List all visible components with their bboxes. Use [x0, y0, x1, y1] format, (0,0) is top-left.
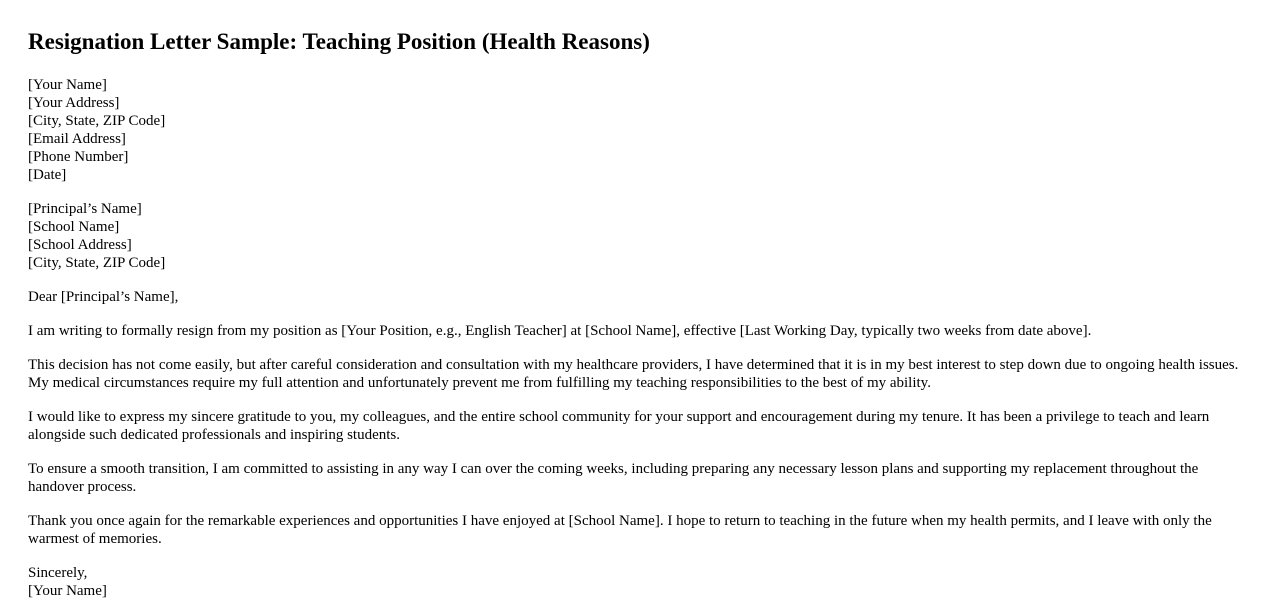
letter-date: [Date]	[28, 167, 67, 183]
sender-address: [Your Address]	[28, 95, 120, 111]
valediction: Sincerely,	[28, 565, 88, 581]
sender-email: [Email Address]	[28, 131, 126, 147]
closing-block	[28, 564, 1248, 600]
recipient-school-name: [School Name]	[28, 219, 120, 235]
sender-address-block	[28, 76, 1248, 184]
page-title: Resignation Letter Sample: Teaching Position (Health Reasons)	[28, 29, 650, 54]
recipient-principal-name: [Principal’s Name]	[28, 201, 142, 217]
recipient-address-block	[28, 200, 1248, 272]
paragraph-thanks: Thank you once again for the remarkable experiences and opportunities I have enjoyed at [School Name]. I hope to return to teaching in the future when my health permits, and I leave with only the warmest of memories.	[28, 513, 1212, 547]
recipient-school-address: [School Address]	[28, 237, 132, 253]
paragraph-health-reasons: This decision has not come easily, but after careful consideration and consultation with my healthcare providers, I have determined that it is in my best interest to step down due to ongoing health issues. My medical circumstances require my full attention and unfortunately prevent me from fulfilling my teaching responsibilities to the best of my ability.	[28, 357, 1239, 391]
recipient-city-state-zip: [City, State, ZIP Code]	[28, 255, 166, 271]
sender-city-state-zip: [City, State, ZIP Code]	[28, 113, 166, 129]
signature-name: [Your Name]	[28, 583, 107, 599]
paragraph-resignation-notice: I am writing to formally resign from my position as [Your Position, e.g., English Teacher] at [School Name], effective [Last Working Day, typically two weeks from date above].	[28, 323, 1092, 339]
sender-phone: [Phone Number]	[28, 149, 129, 165]
paragraph-transition: To ensure a smooth transition, I am committed to assisting in any way I can over the coming weeks, including preparing any necessary lesson plans and supporting my replacement throughout the handover process.	[28, 461, 1199, 495]
sender-name: [Your Name]	[28, 77, 107, 93]
paragraph-gratitude: I would like to express my sincere gratitude to you, my colleagues, and the entire school community for your support and encouragement during my tenure. It has been a privilege to teach and learn alongside such dedicated professionals and inspiring students.	[28, 409, 1210, 443]
salutation: Dear [Principal’s Name],	[28, 289, 179, 305]
